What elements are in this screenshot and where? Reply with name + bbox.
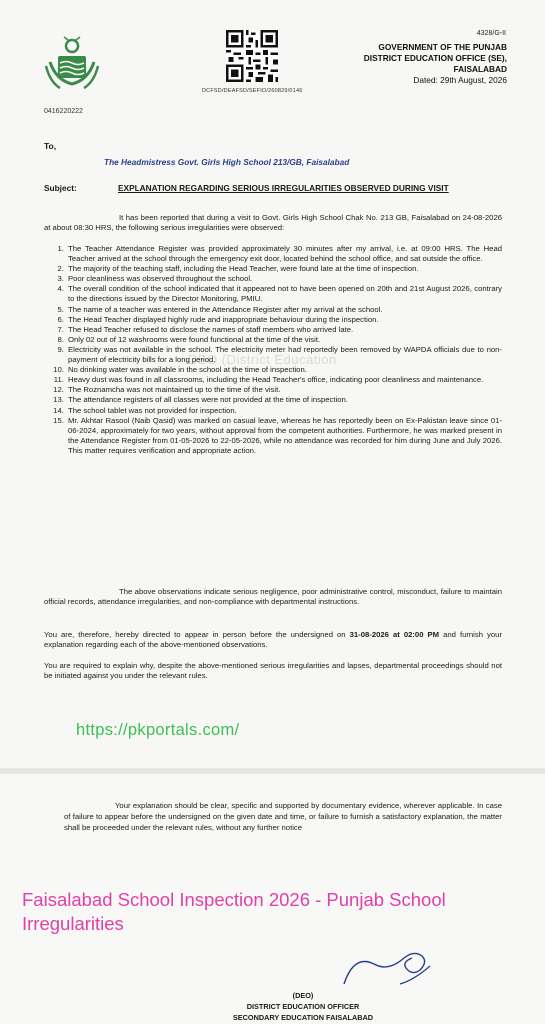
office-line-2: DISTRICT EDUCATION OFFICE (SE), [363,53,507,63]
list-item: 8. Only 02 out of 12 washrooms were found functional at the time of the visit. [66,335,502,345]
list-item: 6. The Head Teacher displayed highly rude and inappropriate behaviour during the inspection. [66,315,502,325]
article-caption: Faisalabad School Inspection 2026 - Punjab School Irregularities [22,889,446,934]
list-item: 4. The overall condition of the school indicated that it appeared not to have been opened on 20th and 21st August 2026, contrary to the directions issued by the Director Monitoring, PMIU. [66,284,502,304]
office-line-1: GOVERNMENT OF THE PUNJAB [378,42,507,52]
list-item: 3. Poor cleanliness was observed throughout the school. [66,274,502,284]
signature-title-2: SECONDARY EDUCATION FAISALABAD [232,1013,374,1022]
intro-paragraph: It has been reported that during a visit to Govt. Girls High School Chak No. 213 GB, Faisalabad on 24-08-2026 at about 08:30 HRS, the following serious irregularities were observed: [44,213,502,233]
signature-icon [336,944,440,992]
list-item: 9. Electricity was not available in the school. The electricity meter had reportedly been removed by WAPDA officials due to non-payment of electricity bills for a long period. [66,345,502,365]
office-header [364,42,507,86]
list-item: 14. The school tablet was not provided for inspection. [66,406,502,416]
subject-label: Subject: [44,183,77,193]
subject-text: EXPLANATION REGARDING SERIOUS IRREGULARITIES OBSERVED DURING VISIT [118,183,449,193]
list-item: 5. The name of a teacher was entered in the Attendance Register after my arrival at the school. [66,305,502,315]
list-item: 12. The Roznamcha was not maintained up to the time of the visit. [66,385,502,395]
reference-number: 4328/G-II [476,30,506,37]
list-item: 1. The Teacher Attendance Register was provided approximately 30 minutes after my arrival, i.e. at 09:00 HRS. The Head Teacher arrived at the school through the emergency exit door, located behind the school office, and sat outside the office. [66,244,502,264]
to-label: To, [44,141,57,151]
office-line-3: FAISALABAD [453,64,507,74]
directive-paragraph [44,630,502,650]
website-url-link[interactable]: https://pkportals.com/ [76,721,240,739]
signature-title-1: DISTRICT EDUCATION OFFICER [246,1002,360,1011]
list-item: 15. Mr. Akhtar Rasool (Naib Qasid) was marked on casual leave, whereas he has reportedly been on Ex-Pakistan leave since 01-06-2024, approximately for two years, without approval from the competent authorities. Furthermore, he was marked present in the Attendance Register from 01-05-2026 to 22-05-2026, while no attendance was recorded for him during June and July 2026. This matter requires verification and appropriate action. [66,416,502,456]
signature-block [0,990,545,1023]
list-item: 10. No drinking water was available in the school at the time of inspection. [66,365,502,375]
observations-list [44,244,502,456]
final-paragraph: Your explanation should be clear, specific and supported by documentary evidence, wherever applicable. In case of failure to appear before the undersigned on the given date and time, or failure to furnish a satisfactory explanation, the matter shall be proceeded under the relevant rules, without any further notice [64,801,502,832]
list-item: 13. The attendance registers of all classes were not provided at the time of inspection. [66,395,502,405]
watermark-text: DEO (District Education [188,352,337,367]
explanation-paragraph: You are required to explain why, despite the above-mentioned serious irregularities and lapses, departmental proceedings should not be initiated against you under the relevant rules. [44,661,502,681]
list-item: 11. Heavy dust was found in all classrooms, including the Head Teacher's office, indicating poor cleanliness and maintenance. [66,375,502,385]
closing-paragraph: The above observations indicate serious negligence, poor administrative control, misconduct, failure to maintain official records, attendance irregularities, and non-compliance with departmental instructions. [44,587,502,607]
list-item: 2. The majority of the teaching staff, including the Head Teacher, were found late at the time of inspection. [66,264,502,274]
punjab-government-logo-icon [42,36,102,94]
directive-text-end: and furnish your explanation regarding each of the above-mentioned observations. [44,630,502,650]
qr-code [226,30,278,82]
hearing-date: 31-08-2026 at 02:00 PM [349,630,440,639]
phone-number: 0416220222 [44,108,83,115]
list-item: 7. The Head Teacher refused to disclose the names of staff members who arrived late. [66,325,502,335]
directive-text: You are, therefore, hereby directed to appear in person before the undersigned on [44,630,350,639]
signature-deo: (DEO) [292,991,314,1000]
qr-code-text: DCFSD/DEAFSD/SEFIO/260829/0146 [202,88,303,94]
letter-date: Dated: 29th August, 2026 [413,75,507,85]
addressee: The Headmistress Govt. Girls High School 213/GB, Faisalabad [104,157,350,167]
